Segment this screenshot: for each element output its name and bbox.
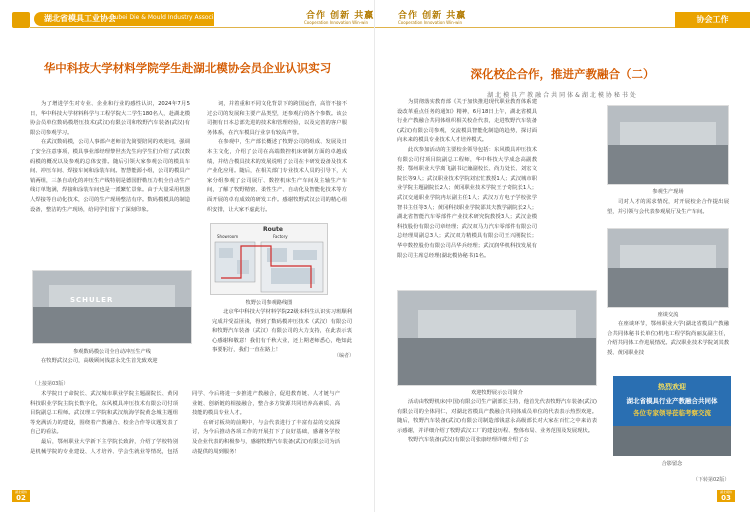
paragraph: 司对人才的需求情况，对开展校企合作提出展望，并引领与会代表参观展厅及生产车间。 — [607, 199, 729, 215]
slogan-en: Cooperation Innovation Win-win — [304, 20, 369, 25]
press-brand-text: SCHULER — [70, 296, 114, 304]
route-label: Factory — [273, 234, 288, 239]
article-column-2 — [207, 100, 347, 215]
presentation-photo — [397, 290, 597, 386]
header-rule — [375, 27, 675, 28]
page-number-badge — [12, 490, 30, 502]
page-number-badge — [717, 490, 735, 502]
meeting-photo — [607, 228, 729, 308]
banner-text: 湖北省模具行业产教融合共同体 — [626, 397, 718, 405]
continued-note: （下转第02版） — [693, 477, 730, 483]
article-column-1 — [30, 100, 190, 215]
paragraph: 在研讨板块的前期中，与会代表进行了丰富有益的交流探讨，为今后推动各项工作的开展打下了良好基础，感谢各学校及企业代表的积极参与，感谢牧野汽车装备(武汉)有限公司为活动提供的周到服务！ — [192, 419, 340, 455]
page-number-label: 湖北模协 — [719, 490, 732, 494]
paragraph: 此次参加活动的主要校企领导包括：东风模具冲压技术有限公司付项目院副总工程师，华中科技大学成念高副教授；鄂州职业大学离飞副书记兼副校长、尚力处长、刘宏文院长等9人；武汉职业技术学院刘宏忙教授1人；武汉城市职业学院主题副院长2人；黄冈职业技术学院王子奇院长1人；武汉交通职业学院冉坛副主任1人；武汉万方电子学校张学智书主任等3人；黄冈科技职业学院邵其夫教学副院长2人；湖北省智能汽车零部件产业技术研究院教授3人；武汉金模科技股份有限公司章经理；武汉双马力汽车零部件有限公司总经理周副总3人；武汉双力精模具有限公司王兴刚院长；华中数控股份有限公司吕华兵经理；武汉润华机科技发展有限公司主席总经理(湖北模协秘书)1名。 — [397, 146, 537, 259]
factory-floor-photo — [607, 105, 729, 185]
slogan: 合作 创新 共赢 — [398, 11, 467, 21]
brand-name-en: Hubei Die & Mould Industry Association — [110, 14, 229, 21]
paragraph: 为贯彻落实教育部《关于加快推进现代职业教育体系建设改革重点任务的通知》精神，6月18日上午，湖北省模具行业产教融合共同体组织相关校企代表，走进牧野汽车装备(武汉)有限公司参观，交流模具智能化制造的趋势，探讨面向未来的模具专业技术人才培养模式。 — [397, 99, 537, 144]
article-column-1b — [30, 357, 190, 367]
banner-text: 热烈欢迎 — [658, 383, 686, 391]
header-rule — [30, 27, 375, 28]
photo-caption: 参观生产现场 — [652, 189, 684, 195]
route-map-title: Route — [263, 226, 283, 233]
article-column-2b — [212, 308, 352, 356]
article-column-3 — [30, 390, 340, 457]
article-column-2 — [607, 198, 729, 217]
association-logo-icon — [12, 12, 30, 28]
article-title: 华中科技大学材料学院学生赴湖北模协会员企业认识实习 — [43, 61, 332, 75]
photo-caption: 合影留念 — [661, 461, 683, 467]
brand-name-cn: 湖北省模具工业协会 — [44, 14, 116, 23]
paragraph: 最后，鄂州职业大学新下主学院长致辞，介绍了学校特别是机械学院的专业建设、人才培养、学会生就业等情况，包括同学、今后将进一步推进产教融合，促进教育链、人才链与产业链、创新链的相接融合，整合多方资源共同培养高素质、高技能的模具专业人才。 — [30, 391, 340, 455]
article-title: 深化校企合作，推进产教融合（二） — [470, 67, 655, 81]
right-page — [375, 0, 750, 512]
route-label: Showroom — [217, 234, 239, 239]
paragraph: 在座谈环节，鄂州职业大学(湖北省模具产教融合共同体秘书长单位)机电工程学院尚丽友副主任，介绍共同体工作进展情况。武汉职业技术学院刘其教授、黄冈职业技 — [607, 321, 729, 356]
continued-note: （上接第03版） — [32, 381, 69, 387]
paragraph: 在武汉数码模，公司人事部卢老师首先简要陪同的欢迎词，强调了安全注意事项，模具事业部经理黎世杰先生向学生们介绍了武汉数码模的概况以及参观的总体安排。随后引领大家参观公司的模具车间、冲压车间、焊接车间和涂装车间。智慧能源小组，公司的模具产销两组，三条自动化的冲压生产线特别是德国舒勒压力机全自动生产线订单饱满，焊接和涂装车间也是一派繁忙景象。由于大量采用机器人焊接等自动化技术，公司的生产现场整洁有序。数码模模具的制造设备，整洁的生产现场，给同学们留下了深刻印象。 — [30, 139, 190, 213]
section-tag: 协会工作 — [675, 12, 750, 28]
banner-text: 各位专家领导莅临考察交流 — [633, 409, 711, 417]
photo-caption: 座谈交流 — [657, 312, 679, 318]
page-number: 03 — [721, 494, 731, 502]
page-number: 02 — [16, 494, 26, 502]
paragraph: 在参观中，生产部长概述了牧野公司的组成、发展及日本主文化，介绍了公司在高端数控机床研制方面的卓越成绩，并结合模具技术的发展说明了公司在卡研发设备及技术产业化应用。随后，在相关部门专业技术人员的引导下，大家分组参观了公司展厅、数控机床生产车间及主轴生产车间，了解了牧野精密、柔性生产、自动化及智能化技术等方面开展的卓有成效的研发工作。感谢牧野武汉公司的精心组织安排，让大家不虚此行。 — [207, 139, 347, 213]
article-column-3 — [397, 398, 597, 446]
route-map — [210, 223, 328, 295]
paragraph: 为了增进学生对专业、企业和行业的感性认识，2024年7月5日，华中科技大学材料科学与工程学院大二学生180名人，赴湖北模协会员单位数码模塔压技术(武汉)有限公司和牧野汽车装备(武汉)有限公司参观学习。 — [30, 101, 190, 136]
paragraph: 活动由牧野机床(中国)有限公司生产副部长主持，他首先代表牧野汽车装备(武汉)有限公司的全体同仁，对湖北省模具产教融合共同体成员单位的代表表示热烈欢迎。随后，牧野汽车装备(武汉)有限公司制造部钱意永高级部长对大家在百忙之中来访表示感谢，并详细介绍了牧野武汉工厂的建设历程、整体布局、业务范围及发展现状。 — [397, 399, 597, 434]
welcome-banner-photo — [613, 376, 731, 456]
route-map-drawing — [211, 238, 329, 298]
paragraph: 词，并着重和不同文化背景下的跨国运营，高管不接不过公司的发展和主要产品类型，还参观行的各个参数。该公司拥有日本总部先进的技术和管理经验，以及完善的客户服务体系，在汽车模具行业享有较高声誉。 — [207, 101, 347, 136]
press-line-photo — [32, 270, 192, 344]
paragraph: 牧野汽车装备(武汉)有限公司张康经理详细介绍了公 — [408, 437, 529, 444]
article-subtitle: 湖北模具产教融合共同体&湖北模协秘书处 — [487, 92, 638, 99]
paragraph: 在牧野武汉公司，高级顾问钱意永先生首先致欢迎 — [41, 358, 158, 364]
slogan-en: Cooperation Innovation Win-win — [398, 20, 463, 25]
byline: （编者） — [334, 353, 355, 359]
photo-caption: 参观数码模公司全自动冲压生产线 — [73, 349, 151, 355]
page-number-label: 湖北模协 — [14, 490, 27, 494]
paragraph: 北京华中科技大学材料学院22级本科生认识实习班顺利完成并受益匪浅，得到了数码模冲压技术（武汉）有限公司和牧野汽车装备（武汉）有限公司的大力支持，在此表示衷心感谢和敬意！我们有千秋大业，还上期老师悉心，绝知此事要躬行，我们一直在路上！ — [212, 309, 352, 354]
paragraph: 术学院日子命院长、武汉城市职业学院主题副院长、黄冈科技职业学院主院长数字化，东风模具冲压技术有限公司付项目院副总工程师。武汉理工学院和武汉航海学院黄念城主题组等充满活力的建设，围绕着产教融合、校企合作等议题发表了自己的看法。 — [30, 391, 178, 436]
slogan: 合作 创新 共赢 — [306, 11, 375, 21]
photo-caption: 欢迎牧野展示公司简介 — [471, 390, 523, 396]
photo-caption: 牧野公司参观路线图 — [245, 300, 293, 306]
article-column-4 — [607, 320, 729, 358]
article-column-1 — [397, 98, 537, 261]
